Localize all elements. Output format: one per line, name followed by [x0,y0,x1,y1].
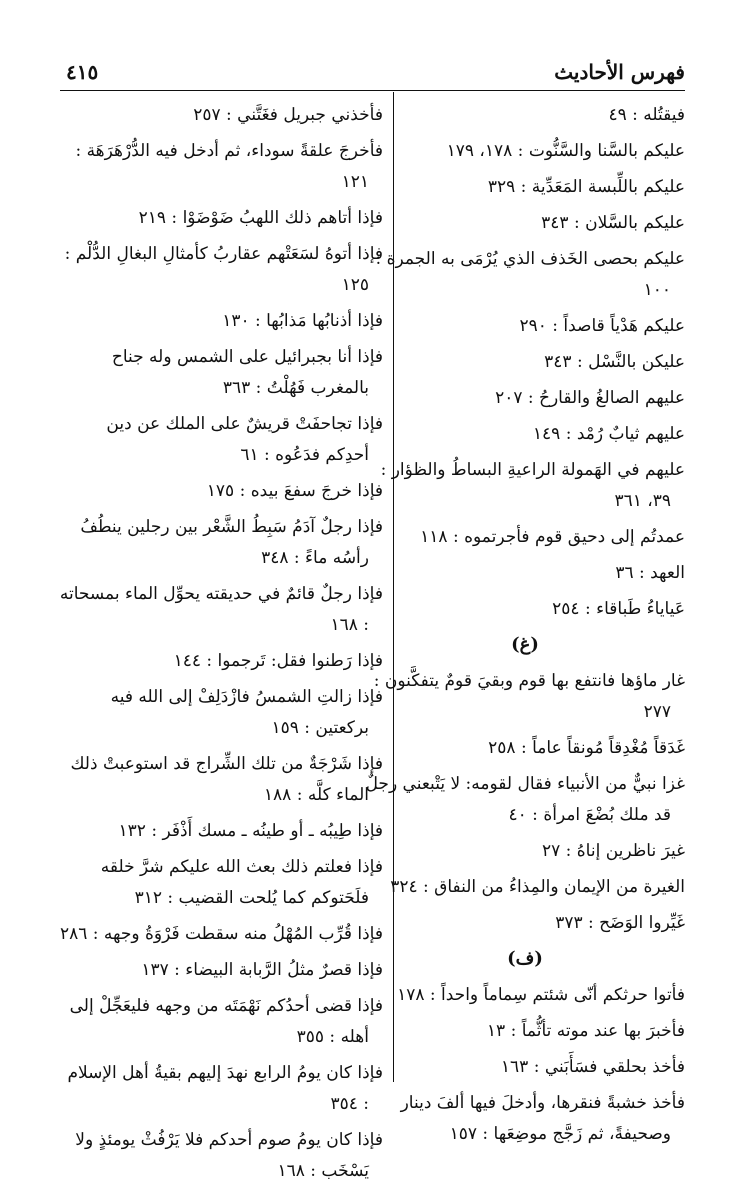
hadith-entry: عليهم في الهَمولة الراعيةِ البساطُ والظؤار : ٣٩، ٣٦١ [380,460,685,511]
hadith-entry: فأخذ خشبةً فنقرها، وأدخلَ فيها ألفَ دينار وصحيفةً، ثم زَجَّج موضِعَها : ١٥٧ [400,1093,685,1144]
hadith-entry: فإذا رَطنوا فقل: تَرجموا : ١٤٤ [173,651,383,671]
hadith-entry: عليكم باللِّبسة المَعَدِّية : ٣٢٩ [487,177,685,197]
hadith-entry: عليكم بالسَّلان : ٣٤٣ [541,213,685,233]
hadith-entry: فإذا أتوهُ لسَعَتْهم عقاربُ كأمثالِ البغالِ الدُّلْم : ١٢٥ [64,244,383,295]
hadith-entry: عليهم ثيابٌ رُمْد : ١٤٩ [532,424,685,444]
hadith-entry: فأخرجَ علقةً سوداء، ثم أدخل فيه الدُّرْهَرَهَة : ١٢١ [75,141,383,192]
hadith-entry: فإذا كان يومُ الرابع نهدَ إليهم بقيةُ أهل الإسلام : ٣٥٤ [67,1063,383,1114]
hadith-entry: فإذا فعلتم ذلك بعث الله عليكم شرَّ خلقه فلَحَتوكم كما يُلحت القضيب : ٣١٢ [100,857,383,908]
hadith-entry: فإذا رجلٌ قائمٌ في حديقته يحوِّل الماء بمسحاته : ١٦٨ [59,584,383,635]
hadith-entry: فإذا قضى أحدُكم نَهْمَتَه من وجهه فليعَجِّلْ إلى أهله : ٣٥٥ [69,996,383,1047]
hadith-entry: فأتوا حرثكم أنّى شئتم سِماماً واحداً : ١٧٨ [397,985,685,1005]
hadith-entry: فإذا أنا بجبرائيل على الشمس وله جناح بالمغرب فَهُلْتُ : ٣٦٣ [111,347,383,398]
hadith-entry: فإذا أذنابُها مَذابُها : ١٣٠ [222,311,383,331]
hadith-entry: عليكم بالسَّنا والسَّنُّوت : ١٧٨، ١٧٩ [446,141,685,161]
hadith-entry: غزا نبيٌّ من الأنبياء فقال لقومه: لا يَتْبعني رجلٌ قد ملك بُضْعَ امرأة : ٤٠ [365,774,685,825]
header-rule [60,90,685,91]
hadith-entry: عَياياءُ طَباقاء : ٢٥٤ [552,599,685,619]
hadith-entry: الغيرة من الإيمان والمِذاءُ من النفاق : ٣٢٤ [390,877,685,897]
hadith-entry: غَيِّروا الوَضَح : ٣٧٣ [555,913,685,933]
hadith-entry: غيرَ ناظرين إناهُ : ٢٧ [541,841,685,861]
hadith-entry: فإذا رجلٌ آدَمُ سَبِطُ الشَّعْر بين رجلين ينطُفُ رأسُه ماءً : ٣٤٨ [80,517,383,568]
hadith-entry: فإذا شَرْجَةٌ من تلك الشِّراج قد استوعبتْ ذلك الماء كلَّه : ١٨٨ [70,754,383,805]
hadith-entry: فإذا زالتِ الشمسُ فازْدَلِفْ إلى الله فيه بركعتين : ١٥٩ [110,687,383,738]
hadith-entry: فأخذ بحلقي فسَأَبَني : ١٦٣ [500,1057,685,1077]
page-number: ٤١٥ [66,60,99,84]
right-column [365,100,685,1155]
hadith-entry: عمدتُم إلى دحيق قوم فأجرتموه : ١١٨ [420,527,685,547]
hadith-entry: فإذا كان يومُ صوم أحدكم فلا يَرْفُثْ يومئذٍ ولا يَسْخَب : ١٦٨ [75,1130,383,1181]
hadith-entry: فإذا طِيبُه ـ أو طينُه ـ مسك أَذْفَر : ١٣٢ [118,821,383,841]
hadith-entry: عليكن بالنَّسْل : ٣٤٣ [544,352,685,372]
hadith-entry: عليكم هَدْياً قاصداً : ٢٩٠ [519,316,685,336]
hadith-entry: فأخذني جبريل فغَتَّني : ٢٥٧ [193,105,383,125]
letter-heading: (غ) [511,634,539,655]
running-title: فهرس الأحاديث [554,60,685,84]
hadith-entry: فإذا قُرِّب المُهْلُ منه سقطت فَرْوَةُ وجهه : ٢٨٦ [59,924,383,944]
hadith-entry: عليكم بحصى الخَذف الذي يُرْمَى به الجمرة : ١٠٠ [375,249,685,300]
page-header [60,56,685,90]
hadith-entry: غار ماؤها فانتفع بها قوم وبقيَ قومٌ يتفكَّنون : ٢٧٧ [373,671,685,722]
hadith-entry: فيقتُله : ٤٩ [608,105,685,125]
hadith-entry: عليهم الصالغُ والقارحُ : ٢٠٧ [495,388,685,408]
hadith-entry: فإذا تجاحفَتْ قريشٌ على الملك عن دين أحدِكم فدَعُوه : ٦١ [106,414,383,465]
hadith-entry: فأخبرَ بها عند موته تأثُّماً : ١٣ [486,1021,685,1041]
left-column [58,100,383,1192]
letter-heading: (ف) [507,948,543,969]
hadith-entry: فإذا أتاهم ذلك اللهبُ ضَوْضَوْا : ٢١٩ [138,208,383,228]
hadith-entry: فإذا قصرٌ مثلُ الرَّبابة البيضاء : ١٣٧ [141,960,383,980]
hadith-entry: غَدَقاً مُغْدِقاً مُونقاً عاماً : ٢٥٨ [488,738,685,758]
hadith-entry: فإذا خرجَ سفعَ بيده : ١٧٥ [206,481,383,501]
hadith-entry: العهد : ٣٦ [615,563,685,583]
